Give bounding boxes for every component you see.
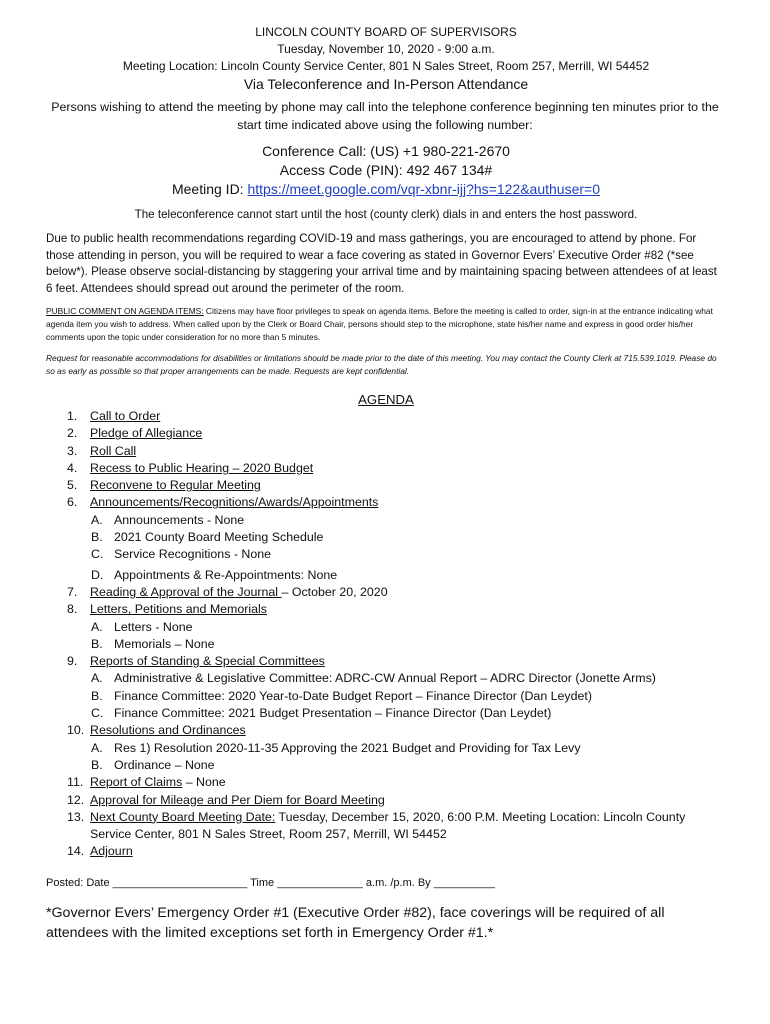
agenda-subitem-letter: A. <box>91 740 103 755</box>
conference-call: Conference Call: (US) +1 980-221-2670 <box>262 143 510 159</box>
agenda-subitem-letter: C. <box>91 547 104 562</box>
agenda-item <box>46 809 726 844</box>
agenda-subitem <box>46 529 726 546</box>
agenda-item-number: 5. <box>67 478 78 493</box>
agenda-item-title: Report of Claims <box>90 775 183 790</box>
conference-info <box>46 142 726 199</box>
agenda-item-detail: Tuesday, December 15, 2020, 6:00 P.M. Meeting Location: Lincoln County Service Center, 801 N Sales Street, Room 257, Merrill, WI 54452 <box>90 809 686 842</box>
agenda-item <box>46 584 726 601</box>
agenda-item-title: Recess to Public Hearing – 2020 Budget <box>90 460 314 475</box>
agenda-item-title: Resolutions and Ordinances <box>90 723 246 738</box>
agenda-subitem-letter: B. <box>91 757 103 772</box>
agenda-item <box>46 443 726 460</box>
agenda-item <box>46 601 726 618</box>
agenda-heading: AGENDA <box>358 392 414 407</box>
agenda-item <box>46 774 726 791</box>
attendance-mode: Via Teleconference and In-Person Attendance <box>243 76 529 92</box>
agenda-subitem-letter: C. <box>91 706 104 721</box>
public-comment-notice <box>46 305 726 343</box>
agenda-item-number: 8. <box>67 602 78 617</box>
agenda-item <box>46 722 726 739</box>
agenda-subitem-letter: A. <box>91 671 103 686</box>
agenda-item-title: Letters, Petitions and Memorials <box>90 602 267 617</box>
posted-line: Posted: Date ______________________ Time ______________ a.m. /p.m. By __________ <box>46 877 495 889</box>
agenda-subitem-letter: B. <box>91 530 103 545</box>
agenda-subitem-text: Memorials – None <box>114 636 215 651</box>
agenda-subitem <box>46 670 726 687</box>
meeting-date-time: Tuesday, November 10, 2020 - 9:00 a.m. <box>277 42 495 56</box>
agenda-subitem <box>46 705 726 722</box>
agenda-item-title: Reading & Approval of the Journal <box>90 584 282 599</box>
agenda-items <box>46 408 726 861</box>
agenda-subitem <box>46 636 726 653</box>
agenda-item <box>46 460 726 477</box>
meeting-id-label: Meeting ID: <box>171 181 248 197</box>
agenda-item-title: Pledge of Allegiance <box>90 426 203 441</box>
agenda-item <box>46 477 726 494</box>
agenda-subitem-text: Ordinance – None <box>114 757 215 772</box>
agenda-subitem <box>46 757 726 774</box>
agenda-item <box>46 843 726 860</box>
agenda-subitem <box>46 619 726 636</box>
public-comment-label: PUBLIC COMMENT ON AGENDA ITEMS: <box>46 306 204 316</box>
public-comment-text: Citizens may have floor privileges to speak on agenda items. Before the meeting is called to order, sign-in at the entrance indicating what agenda item you wish to address. When called upon by the Clerk or Board Chair, persons should step to the microphone, state his/her name and express in good order his/her comments upon the topic under consideration for no more than 5 minutes. <box>46 306 713 342</box>
agenda-subitem <box>46 567 726 584</box>
agenda-item-title: Announcements/Recognitions/Awards/Appointments <box>90 495 379 510</box>
board-title: LINCOLN COUNTY BOARD OF SUPERVISORS <box>255 25 517 39</box>
agenda-item <box>46 653 726 670</box>
agenda-subitem-text: 2021 County Board Meeting Schedule <box>114 530 324 545</box>
meeting-id <box>46 180 726 199</box>
agenda-item-number: 3. <box>67 443 78 458</box>
covid-notice: Due to public health recommendations regarding COVID-19 and mass gatherings, you are encouraged to attend by phone. For those attending in person, you will be required to wear a face covering as stated in Governor Evers’ Executive Order #82 (*see below*). Please observe social-distancing by staggering your arrival time and by maintaining spacing between attendees of at least 6 feet. Attendees should spread out around the perimeter of the room. <box>46 232 717 295</box>
agenda-subitem-text: Service Recognitions - None <box>114 547 272 562</box>
agenda-item-title: Roll Call <box>90 443 137 458</box>
agenda-item <box>46 792 726 809</box>
agenda-item-number: 9. <box>67 654 78 669</box>
access-code: Access Code (PIN): 492 467 134# <box>279 162 493 178</box>
agenda-item-title: Next County Board Meeting Date: <box>90 809 276 824</box>
agenda-subitem-letter: B. <box>91 636 103 651</box>
agenda-item <box>46 494 726 511</box>
agenda-subitem-text: Announcements - None <box>114 512 245 527</box>
agenda-item-detail: – October 20, 2020 <box>281 584 388 599</box>
agenda-subitem-letter: A. <box>91 512 103 527</box>
host-note: The teleconference cannot start until the host (county clerk) dials in and enters the host password. <box>134 208 638 221</box>
agenda-subitem <box>46 512 726 529</box>
agenda-item-title: Reports of Standing & Special Committees <box>90 654 325 669</box>
agenda-subitem <box>46 546 726 563</box>
agenda-item-detail: – None <box>182 775 226 790</box>
agenda-item-number: 6. <box>67 495 78 510</box>
agenda-item <box>46 408 726 425</box>
agenda-subitem-letter: D. <box>91 567 104 582</box>
agenda-subitem-text: Finance Committee: 2020 Year-to-Date Budget Report – Finance Director (Dan Leydet) <box>114 688 592 703</box>
agenda-item-number: 1. <box>67 409 78 423</box>
agenda-item-number: 7. <box>67 584 78 599</box>
agenda-subitem-text: Letters - None <box>114 619 193 634</box>
document-header <box>46 24 726 94</box>
agenda-subitem-text: Finance Committee: 2021 Budget Presentation – Finance Director (Dan Leydet) <box>114 706 552 721</box>
agenda-list <box>46 408 726 861</box>
agenda-item-number: 13. <box>67 809 85 824</box>
agenda-subitem-text: Administrative & Legislative Committee: ADRC-CW Annual Report – ADRC Director (Jonette Arms) <box>114 671 656 686</box>
agenda-item-number: 11. <box>67 775 84 790</box>
agenda-subitem <box>46 740 726 757</box>
agenda-item-number: 14. <box>67 844 85 859</box>
meeting-id-link[interactable]: https://meet.google.com/vqr-xbnr-ijj?hs=122&authuser=0 <box>247 181 600 197</box>
agenda-item-number: 12. <box>67 792 85 807</box>
agenda-item-title: Call to Order <box>90 409 161 423</box>
agenda-item-number: 10. <box>67 723 85 738</box>
agenda-subitem-text: Res 1) Resolution 2020-11-35 Approving the 2021 Budget and Providing for Tax Levy <box>114 740 581 755</box>
agenda-item-number: 4. <box>67 460 78 475</box>
agenda-subitem-text: Appointments & Re-Appointments: None <box>114 567 338 582</box>
intro-paragraph: Persons wishing to attend the meeting by phone may call into the telephone conference beginning ten minutes prior to the start time indicated above using the following number: <box>51 100 719 132</box>
accommodation-notice: Request for reasonable accommodations for disabilities or limitations should be made prior to the date of this meeting. You may contact the County Clerk at 715.539.1019. Please do so as early as possible so that proper arrangements can be made. Requests are kept confidential. <box>46 353 717 376</box>
agenda-subitem-letter: A. <box>91 619 103 634</box>
agenda-item-number: 2. <box>67 426 78 441</box>
agenda-item <box>46 425 726 442</box>
agenda-item-title: Reconvene to Regular Meeting <box>90 478 261 493</box>
meeting-location: Meeting Location: Lincoln County Service Center, 801 N Sales Street, Room 257, Merrill, WI 54452 <box>122 59 650 73</box>
agenda-subitem <box>46 688 726 705</box>
agenda-subitem-letter: B. <box>91 688 103 703</box>
agenda-item-title: Approval for Mileage and Per Diem for Board Meeting <box>90 792 385 807</box>
agenda-item-title: Adjourn <box>90 844 133 859</box>
emergency-order-footnote: *Governor Evers’ Emergency Order #1 (Executive Order #82), face coverings will be required of all attendees with the limited exceptions set forth in Emergency Order #1.* <box>46 905 665 941</box>
